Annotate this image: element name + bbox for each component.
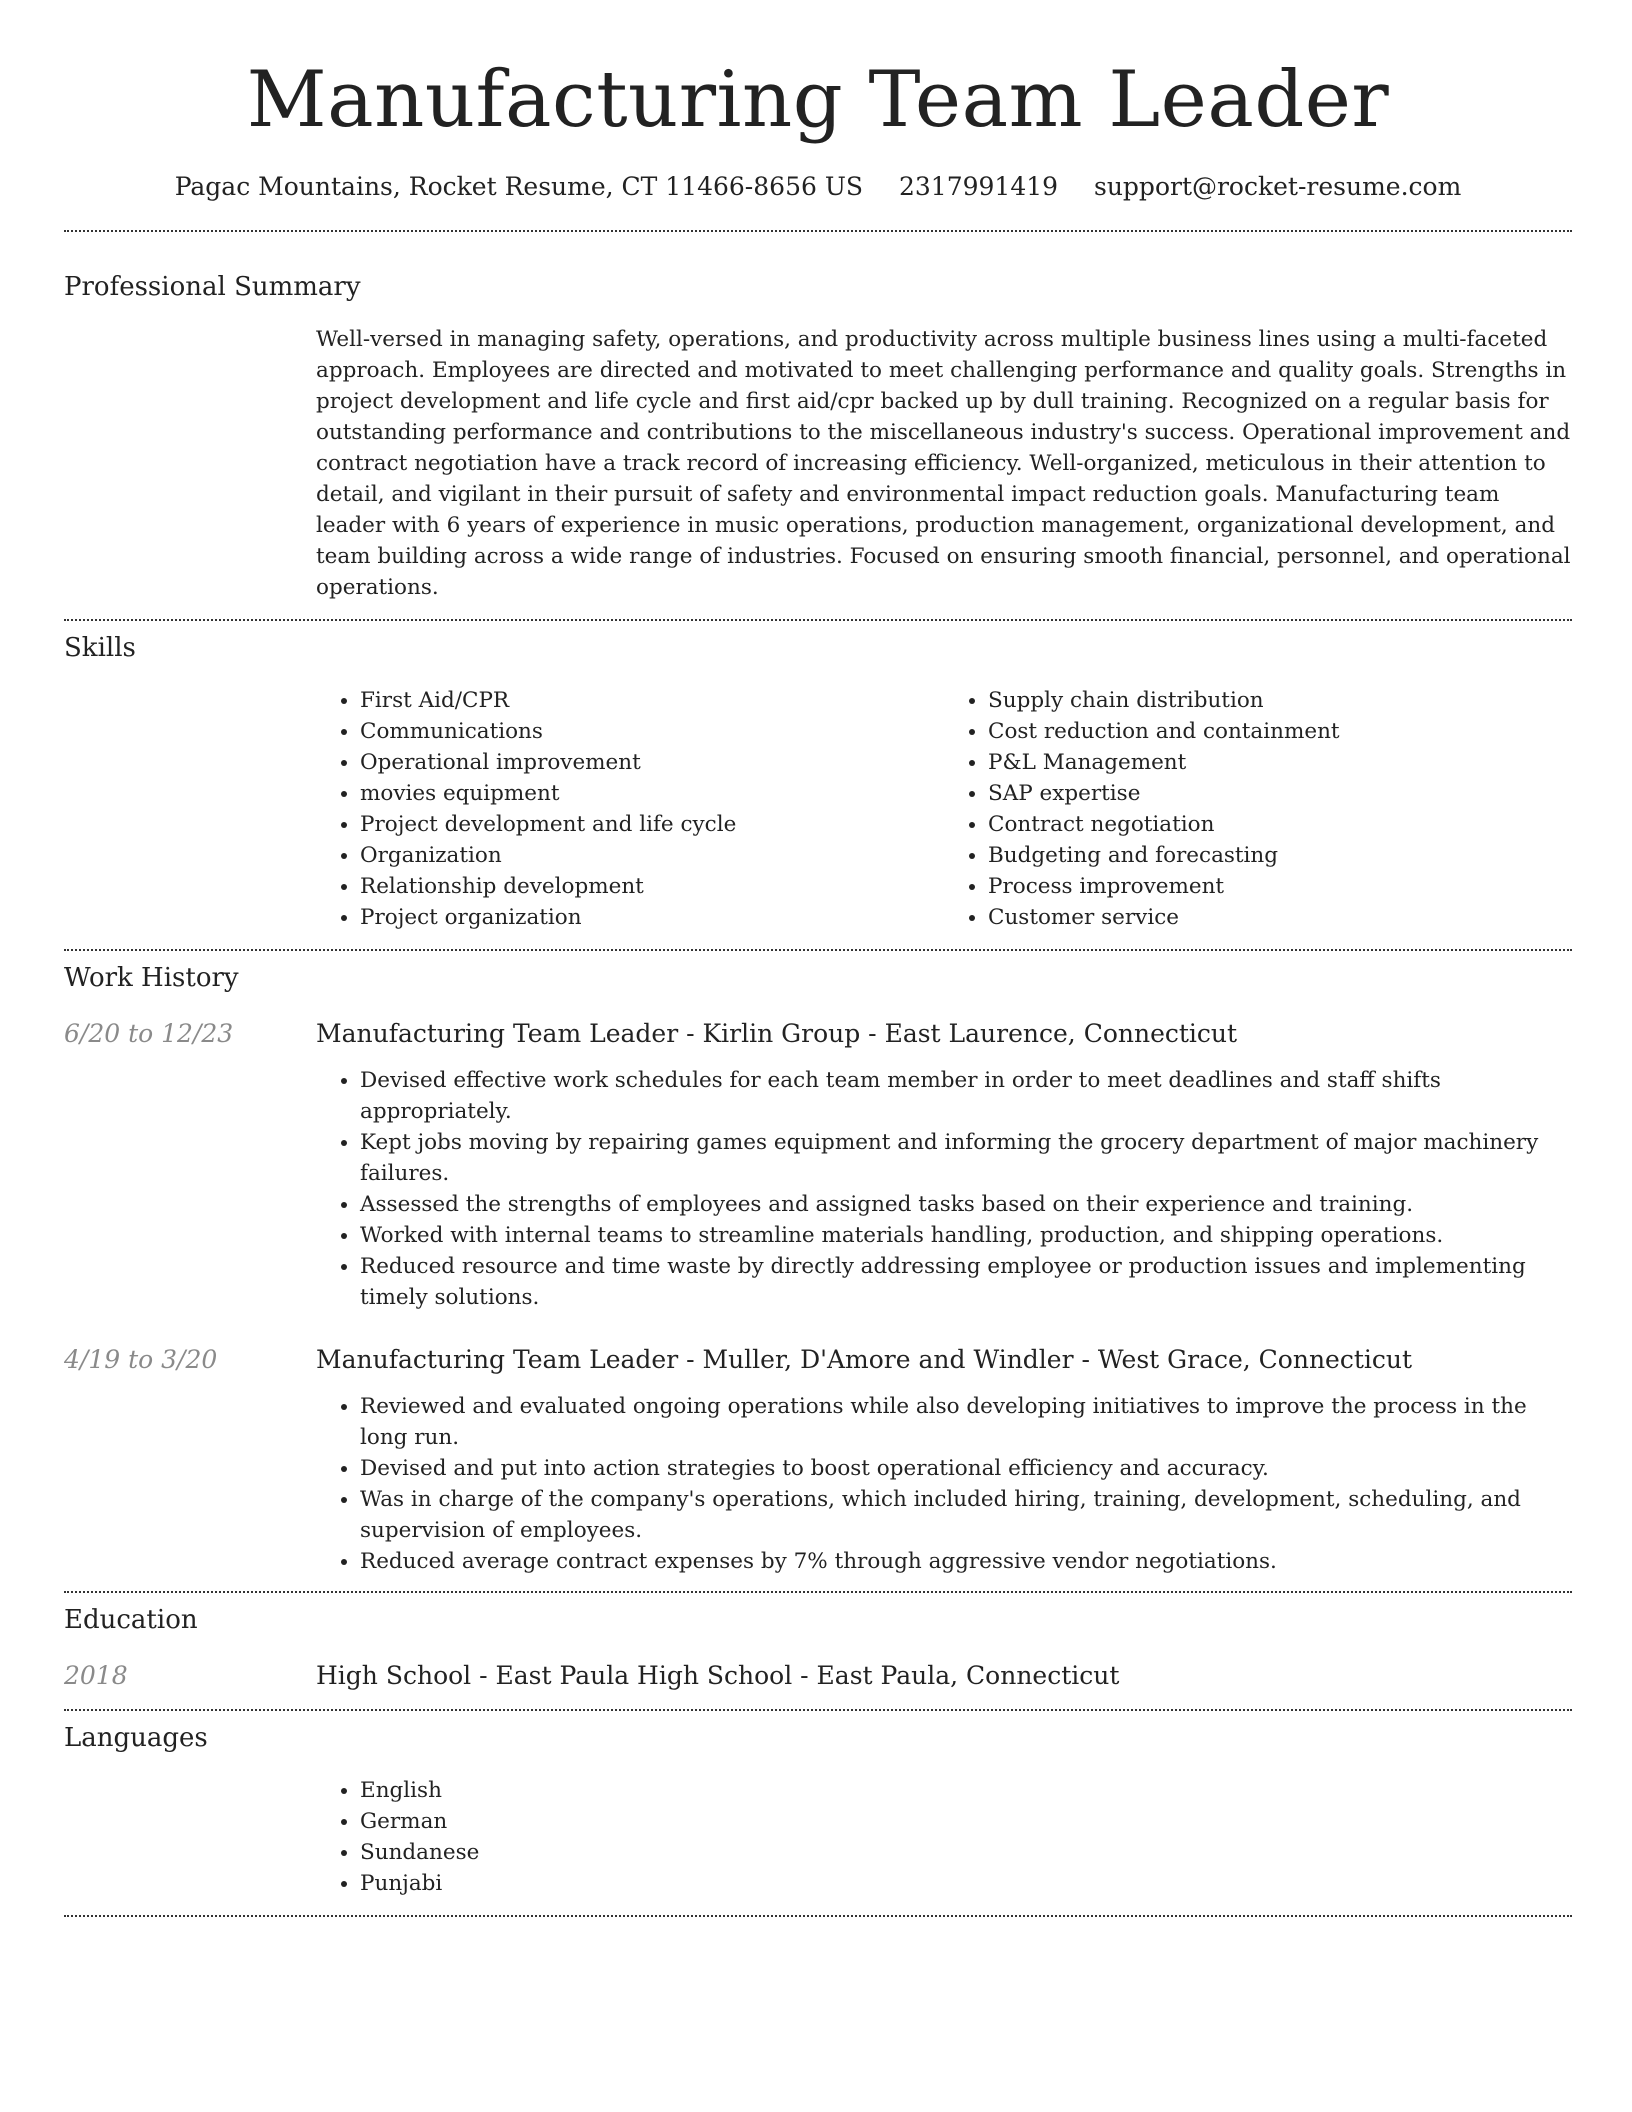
languages-section (64, 1711, 1572, 1915)
list-item: • Reduced resource and time waste by directly addressing employee or production issues and implementing timely solutions. (360, 1251, 1572, 1313)
summary-title: Professional Summary (64, 272, 361, 302)
list-item: • Budgeting and forecasting (988, 840, 1572, 871)
job-dates: 4/19 to 3/20 (64, 1345, 218, 1374)
list-item: • Worked with internal teams to streamline materials handling, production, and shipping operations. (360, 1220, 1572, 1251)
contact-address: Pagac Mountains, Rocket Resume, CT 11466-8656 US (174, 172, 864, 201)
list-item: • Operational improvement (360, 747, 944, 778)
job-bullets (316, 1065, 1572, 1313)
list-item: • Process improvement (988, 871, 1572, 902)
summary-text: Well-versed in managing safety, operations, and productivity across multiple business lines using a multi-faceted approach. Employees are directed and motivated to meet challenging performance and quality goals. Strengths in project development and life cycle and first aid/cpr backed up by dull training. Recognized on a regular basis for outstanding performance and contributions to the miscellaneous industry's success. Operational improvement and contract negotiation have a track record of increasing efficiency. Well-organized, meticulous in their attention to detail, and vigilant in their pursuit of safety and environmental impact reduction goals. Manufacturing team leader with 6 years of experience in music operations, production management, organizational development, and team building across a wide range of industries. Focused on ensuring smooth financial, personnel, and operational operations. (316, 327, 1571, 600)
list-item: • Contract negotiation (988, 809, 1572, 840)
contact-line (64, 170, 1572, 204)
education-title: Education (64, 1605, 198, 1635)
contact-email: support@rocket-resume.com (1094, 172, 1462, 201)
job-entry (64, 1343, 1572, 1577)
education-section (64, 1593, 1572, 1709)
job-dates: 6/20 to 12/23 (64, 1019, 234, 1048)
list-item: • SAP expertise (988, 778, 1572, 809)
skills-list-left (316, 685, 944, 933)
list-item: • First Aid/CPR (360, 685, 944, 716)
languages-list (316, 1775, 1572, 1899)
job-heading: Manufacturing Team Leader - Muller, D'Amore and Windler - West Grace, Connecticut (316, 1345, 1413, 1374)
skills-list-right (944, 685, 1572, 933)
list-item: • Kept jobs moving by repairing games equipment and informing the grocery department of major machinery failures. (360, 1127, 1572, 1189)
job-bullets (316, 1391, 1572, 1577)
contact-phone: 2317991419 (898, 172, 1059, 201)
section-divider (64, 1915, 1572, 1917)
list-item: • Devised effective work schedules for each team member in order to meet deadlines and staff shifts appropriately. (360, 1065, 1572, 1127)
list-item: • Cost reduction and containment (988, 716, 1572, 747)
list-item: • Reviewed and evaluated ongoing operations while also developing initiatives to improve the process in the long run. (360, 1391, 1572, 1453)
list-item: • Customer service (988, 902, 1572, 933)
education-entry (64, 1659, 1572, 1693)
list-item: • German (360, 1806, 1572, 1837)
list-item: • Assessed the strengths of employees and assigned tasks based on their experience and training. (360, 1189, 1572, 1220)
list-item: • Project organization (360, 902, 944, 933)
education-heading: High School - East Paula High School - East Paula, Connecticut (316, 1661, 1120, 1690)
work-section (64, 951, 1572, 1591)
languages-title: Languages (64, 1723, 208, 1753)
summary-section (64, 232, 1572, 619)
list-item: • P&L Management (988, 747, 1572, 778)
skills-title: Skills (64, 633, 136, 663)
list-item: • English (360, 1775, 1572, 1806)
list-item: • Organization (360, 840, 944, 871)
resume-header (64, 0, 1572, 204)
candidate-name: Manufacturing Team Leader (246, 55, 1390, 145)
list-item: • Devised and put into action strategies to boost operational efficiency and accuracy. (360, 1453, 1572, 1484)
list-item: • Punjabi (360, 1868, 1572, 1899)
list-item: • Reduced average contract expenses by 7% through aggressive vendor negotiations. (360, 1546, 1572, 1577)
job-entry (64, 1017, 1572, 1313)
list-item: • Sundanese (360, 1837, 1572, 1868)
skills-section (64, 621, 1572, 949)
list-item: • movies equipment (360, 778, 944, 809)
job-heading: Manufacturing Team Leader - Kirlin Group - East Laurence, Connecticut (316, 1019, 1238, 1048)
list-item: • Supply chain distribution (988, 685, 1572, 716)
work-title: Work History (64, 963, 239, 993)
list-item: • Was in charge of the company's operations, which included hiring, training, development, scheduling, and supervision of employees. (360, 1484, 1572, 1546)
list-item: • Relationship development (360, 871, 944, 902)
list-item: • Project development and life cycle (360, 809, 944, 840)
resume-page (64, 0, 1572, 1917)
education-year: 2018 (64, 1661, 128, 1690)
list-item: • Communications (360, 716, 944, 747)
